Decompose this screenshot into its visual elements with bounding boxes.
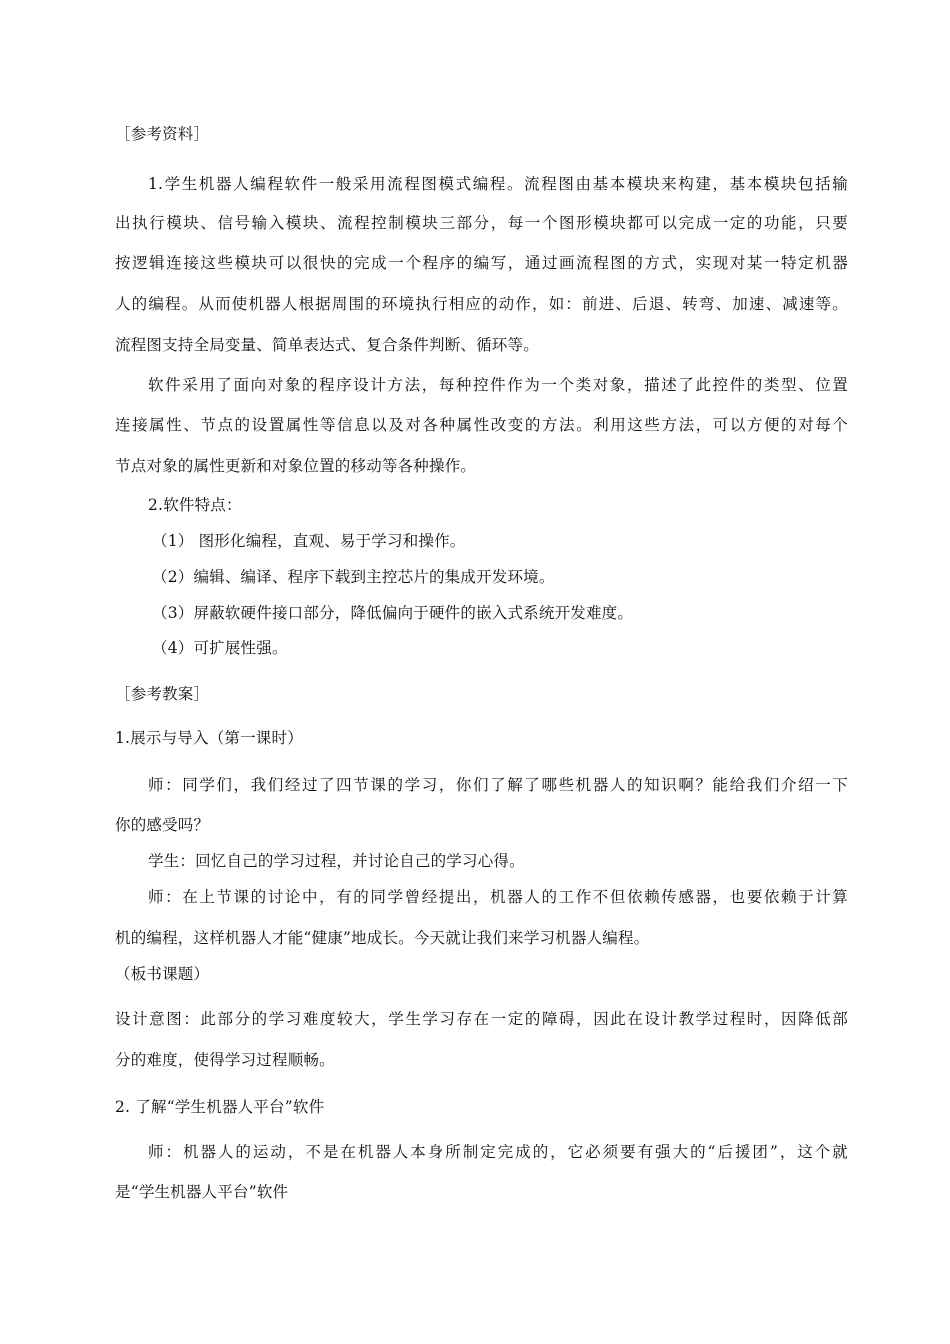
list-heading-software-features: 2.软件特点：: [148, 496, 242, 514]
paragraph-line: 机的编程，这样机器人才能“健康”地成长。今天就让我们来学习机器人编程。: [115, 929, 650, 947]
list-item: （2）编辑、编译、程序下载到主控芯片的集成开发环境。: [152, 568, 555, 586]
board-note: （板书课题）: [115, 965, 210, 983]
design-intent-line: 分的难度，使得学习过程顺畅。: [115, 1051, 335, 1069]
paragraph-line: 师：机器人的运动，不是在机器人本身所制定完成的，它必须要有强大的“后援团”，这个就: [148, 1143, 848, 1161]
list-item: （4）可扩展性强。: [152, 639, 288, 657]
paragraph-line: 你的感受吗？: [115, 816, 210, 834]
paragraph-line: 流程图支持全局变量、简单表达式、复合条件判断、循环等。: [115, 336, 539, 354]
section-heading-reference-lesson-plan: ［参考教案］: [115, 685, 210, 703]
paragraph-line: 是“学生机器人平台”软件: [115, 1183, 289, 1201]
paragraph-line: 师：在上节课的讨论中，有的同学曾经提出，机器人的工作不但依赖传感器，也要依赖于计算: [148, 888, 848, 906]
paragraph-line: 师：同学们，我们经过了四节课的学习，你们了解了哪些机器人的知识啊？能给我们介绍一下: [148, 776, 848, 794]
paragraph-line: 1.学生机器人编程软件一般采用流程图模式编程。流程图由基本模块来构建，基本模块包括输: [148, 175, 848, 193]
design-intent-line: 设计意图：此部分的学习难度较大，学生学习存在一定的障碍，因此在设计教学过程时，因降低部: [115, 1010, 848, 1028]
section-heading-reference-material: ［参考资料］: [115, 125, 210, 143]
paragraph-line: 出执行模块、信号输入模块、流程控制模块三部分，每一个图形模块都可以完成一定的功能，只要: [115, 214, 848, 232]
paragraph-line: 节点对象的属性更新和对象位置的移动等各种操作。: [115, 457, 477, 475]
paragraph-line: 软件采用了面向对象的程序设计方法，每种控件作为一个类对象，描述了此控件的类型、位置: [148, 376, 848, 394]
list-item: （3）屏蔽软硬件接口部分，降低偏向于硬件的嵌入式系统开发难度。: [152, 604, 634, 622]
paragraph-line: 连接属性、节点的设置属性等信息以及对各种属性改变的方法。利用这些方法，可以方便的对每个: [115, 416, 848, 434]
paragraph-line: 按逻辑连接这些模块可以很快的完成一个程序的编写，通过画流程图的方式，实现对某一特定机器: [115, 254, 848, 272]
paragraph-line: 人的编程。从而使机器人根据周围的环境执行相应的动作，如：前进、后退、转弯、加速、减速等。: [115, 295, 848, 313]
list-item: （1） 图形化编程，直观、易于学习和操作。: [152, 532, 466, 550]
subsection-heading: 2. 了解“学生机器人平台”软件: [115, 1098, 325, 1116]
subsection-heading: 1.展示与导入（第一课时）: [115, 729, 303, 747]
paragraph-line: 学生：回忆自己的学习过程，并讨论自己的学习心得。: [148, 852, 525, 870]
